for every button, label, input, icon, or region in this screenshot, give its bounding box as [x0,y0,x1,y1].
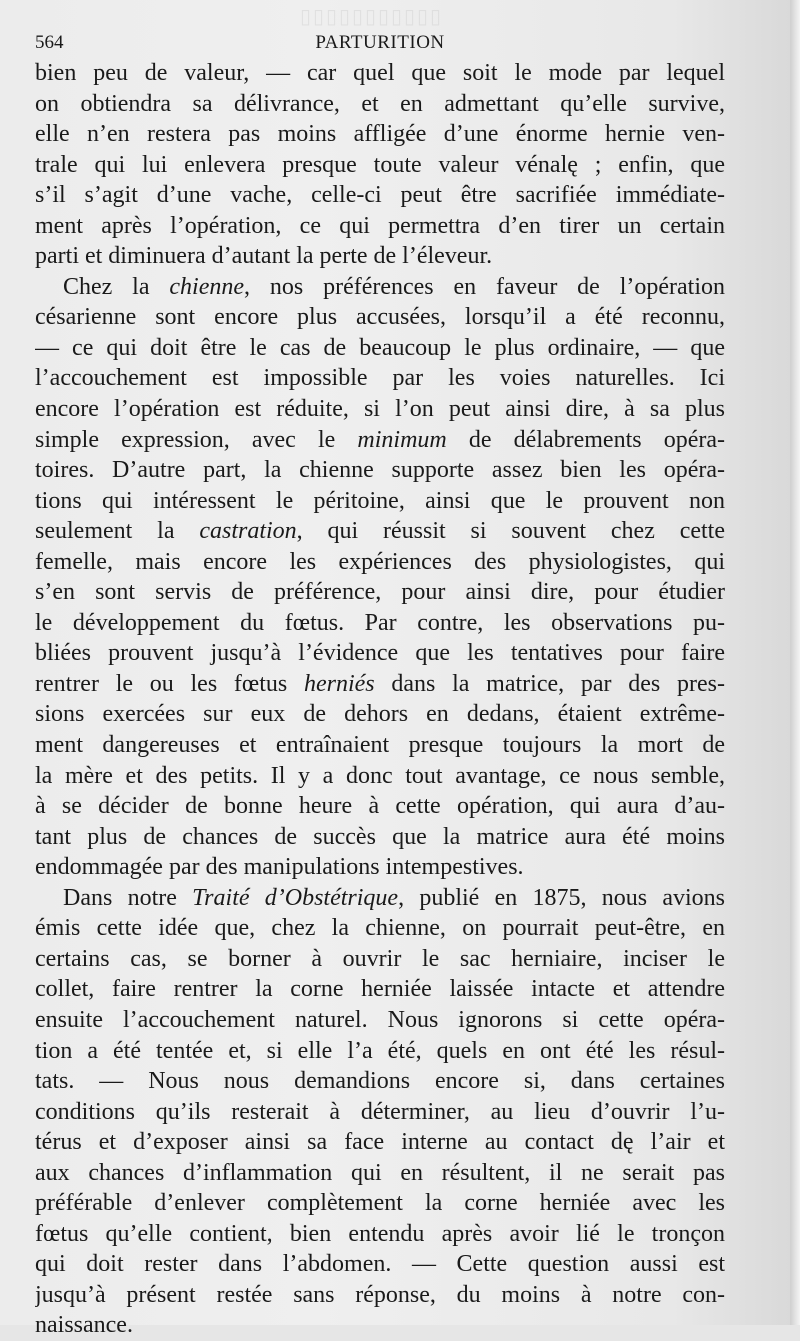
text-line: trale qui lui enlevera presque toute valeur vénalę ; enfin, que [35,151,725,178]
text-line: l’accouchement est impossible par les voies naturelles. Ici [35,365,725,392]
text-line: fœtus qu’elle contient, bien entendu après avoir lié le tronçon [35,1220,725,1247]
text-line: ment après l’opération, ce qui permettra d’en tirer un certain [35,212,725,239]
paragraph [35,58,725,272]
text-line: s’en sont servis de préférence, pour ainsi dire, pour étudier [35,579,725,606]
text-line: collet, faire rentrer la corne herniée laissée intacte et attendre [35,976,725,1003]
bleed-through-title: ▯▯▯▯▯▯▯▯▯▯▯ [300,6,444,28]
text-line: parti et diminuera d’autant la perte de l’éleveur. [35,243,493,270]
text-line: — ce qui doit être le cas de beaucoup le plus ordinaire, — que [35,334,725,361]
page-edge [790,0,800,1325]
text-line: toires. D’autre part, la chienne supporte assez bien les opéra- [35,457,725,484]
text-line: préférable d’enlever complètement la corne herniée avec les [35,1190,725,1217]
text-line: tions qui intéressent le péritoine, ainsi que le prouvent non [35,487,725,514]
paragraph [35,272,725,883]
text-line: certains cas, se borner à ouvrir le sac herniaire, inciser le [35,945,725,972]
text-line: qui doit rester dans l’abdomen. — Cette question aussi est [35,1251,725,1278]
text-line: sions exercées sur eux de dehors en dedans, étaient extrême- [35,701,725,728]
text-line: tant plus de chances de succès que la matrice aura été moins [35,823,725,850]
running-title: PARTURITION [315,32,445,53]
text-line: ensuite l’accouchement naturel. Nous ignorons si cette opéra- [35,1006,725,1033]
paragraph [35,883,725,1341]
text-line: endommagée par des manipulations intempestives. [35,854,524,881]
body-text [35,58,725,1341]
text-line: elle n’en restera pas moins affligée d’une énorme hernie ven- [35,121,725,148]
text-line: aux chances d’inflammation qui en résultent, il ne serait pas [35,1159,725,1186]
text-line: Dans notre Traité d’Obstétrique, publié en 1875, nous avions [63,884,725,911]
text-line: simple expression, avec le minimum de délabrements opéra- [35,426,725,453]
page-header [35,32,725,58]
text-line: la mère et des petits. Il y a donc tout avantage, ce nous semble, [35,762,725,789]
text-line: Chez la chienne, nos préférences en faveur de l’opération [63,273,725,300]
text-line: encore l’opération est réduite, si l’on peut ainsi dire, à sa plus [35,396,725,423]
text-line: seulement la castration, qui réussit si souvent chez cette [35,518,725,545]
text-line: bliées prouvent jusqu’à l’évidence que les tentatives pour faire [35,640,725,667]
text-line: jusqu’à présent restée sans réponse, du moins à notre con- [35,1281,725,1308]
text-line: bien peu de valeur, — car quel que soit le mode par lequel [35,60,725,86]
text-line: tats. — Nous nous demandions encore si, dans certaines [35,1068,725,1095]
text-line: on obtiendra sa délivrance, et en admettant qu’elle survive, [35,90,725,117]
text-line: s’il s’agit d’une vache, celle-ci peut être sacrifiée immédiate- [35,182,725,209]
text-line: rentrer le ou les fœtus herniés dans la matrice, par des pres- [35,670,725,697]
text-line: le développement du fœtus. Par contre, les observations pu- [35,609,725,636]
page-number: 564 [35,32,64,53]
text-line: césarienne sont encore plus accusées, lorsqu’il a été reconnu, [35,304,725,331]
text-line: tion a été tentée et, si elle l’a été, quels en ont été les résul- [35,1037,725,1064]
text-line: conditions qu’ils resterait à déterminer, au lieu d’ouvrir l’u- [35,1098,725,1125]
text-line: ment dangereuses et entraînaient presque toujours la mort de [35,732,725,759]
text-line: émis cette idée que, chez la chienne, on pourrait peut-être, en [35,915,725,942]
text-line: térus et d’exposer ainsi sa face interne au contact dę l’air et [35,1129,725,1156]
text-line: naissance. [35,1312,133,1339]
text-line: femelle, mais encore les expériences des physiologistes, qui [35,548,725,575]
text-line: à se décider de bonne heure à cette opération, qui aura d’au- [35,793,725,820]
